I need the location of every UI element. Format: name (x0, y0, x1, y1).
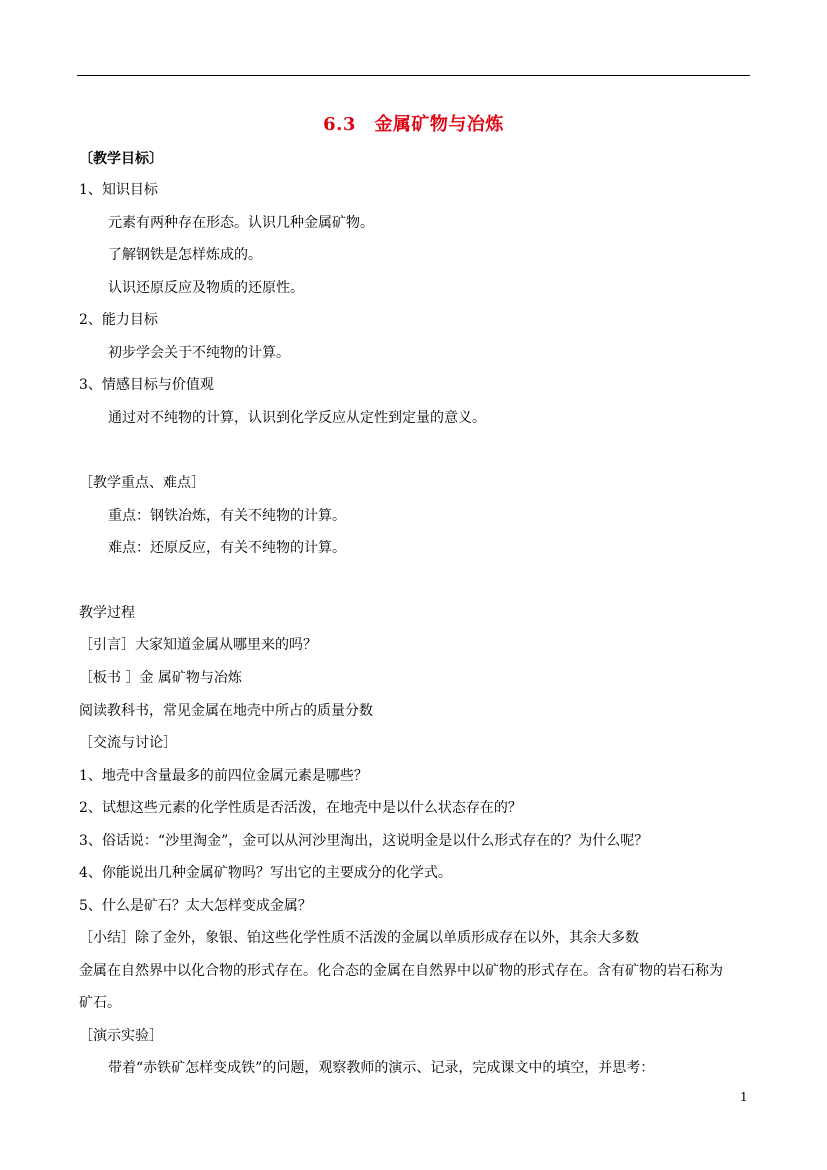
section-heading-discussion: ［交流与讨论］ (79, 735, 177, 751)
page-title: 6.3 金属矿物与冶炼 (323, 114, 504, 135)
header-rule (77, 75, 750, 76)
text-line: 难点：还原反应，有关不纯物的计算。 (108, 540, 346, 556)
section-heading-demo-experiment: ［演示实验］ (79, 1028, 163, 1044)
text-line: 通过对不纯物的计算，认识到化学反应从定性到定量的意义。 (108, 410, 486, 426)
question-item: 5、什么是矿石？太大怎样变成金属？ (79, 898, 312, 914)
page-number: 1 (740, 1090, 748, 1104)
question-item: 2、试想这些元素的化学性质是否活泼，在地壳中是以什么状态存在的？ (79, 800, 522, 816)
heading-ability-goals: 2、能力目标 (79, 312, 158, 328)
section-heading-key-points: ［教学重点、难点］ (79, 475, 205, 491)
text-line: 元素有两种存在形态。认识几种金属矿物。 (108, 215, 374, 231)
text-line: 初步学会关于不纯物的计算。 (108, 345, 290, 361)
text-line: ［板书 ］金 属矿物与冶炼 (79, 670, 242, 686)
summary-line: 矿石。 (79, 995, 121, 1011)
text-line: 认识还原反应及物质的还原性。 (108, 280, 304, 296)
text-line: 重点：钢铁冶炼，有关不纯物的计算。 (108, 508, 346, 524)
text-line: 了解钢铁是怎样炼成的。 (108, 247, 262, 263)
section-heading-teaching-goals: 〔教学目标〕 (79, 151, 163, 167)
question-item: 4、你能说出几种金属矿物吗？写出它的主要成分的化学式。 (79, 865, 452, 881)
question-item: 1、地壳中含量最多的前四位金属元素是哪些？ (79, 768, 368, 784)
heading-emotion-goals: 3、情感目标与价值观 (79, 377, 214, 393)
section-heading-teaching-process: 教学过程 (79, 605, 135, 621)
summary-line: ［小结］除了金外，象银、铂这些化学性质不活泼的金属以单质形成存在以外，其余大多数 (79, 930, 639, 946)
text-line: 阅读教科书，常见金属在地壳中所占的质量分数 (79, 703, 373, 719)
text-line: ［引言］大家知道金属从哪里来的吗？ (79, 637, 317, 653)
text-line: 带着“赤铁矿怎样变成铁”的问题，观察教师的演示、记录，完成课文中的填空，并思考： (108, 1060, 655, 1076)
question-item: 3、俗话说：“沙里淘金”，金可以从河沙里淘出，这说明金是以什么形式存在的？为什么呢？ (79, 833, 649, 849)
heading-knowledge-goals: 1、知识目标 (79, 182, 158, 198)
summary-line: 金属在自然界中以化合物的形式存在。化合态的金属在自然界中以矿物的形式存在。含有矿物的岩石称为 (79, 963, 723, 979)
